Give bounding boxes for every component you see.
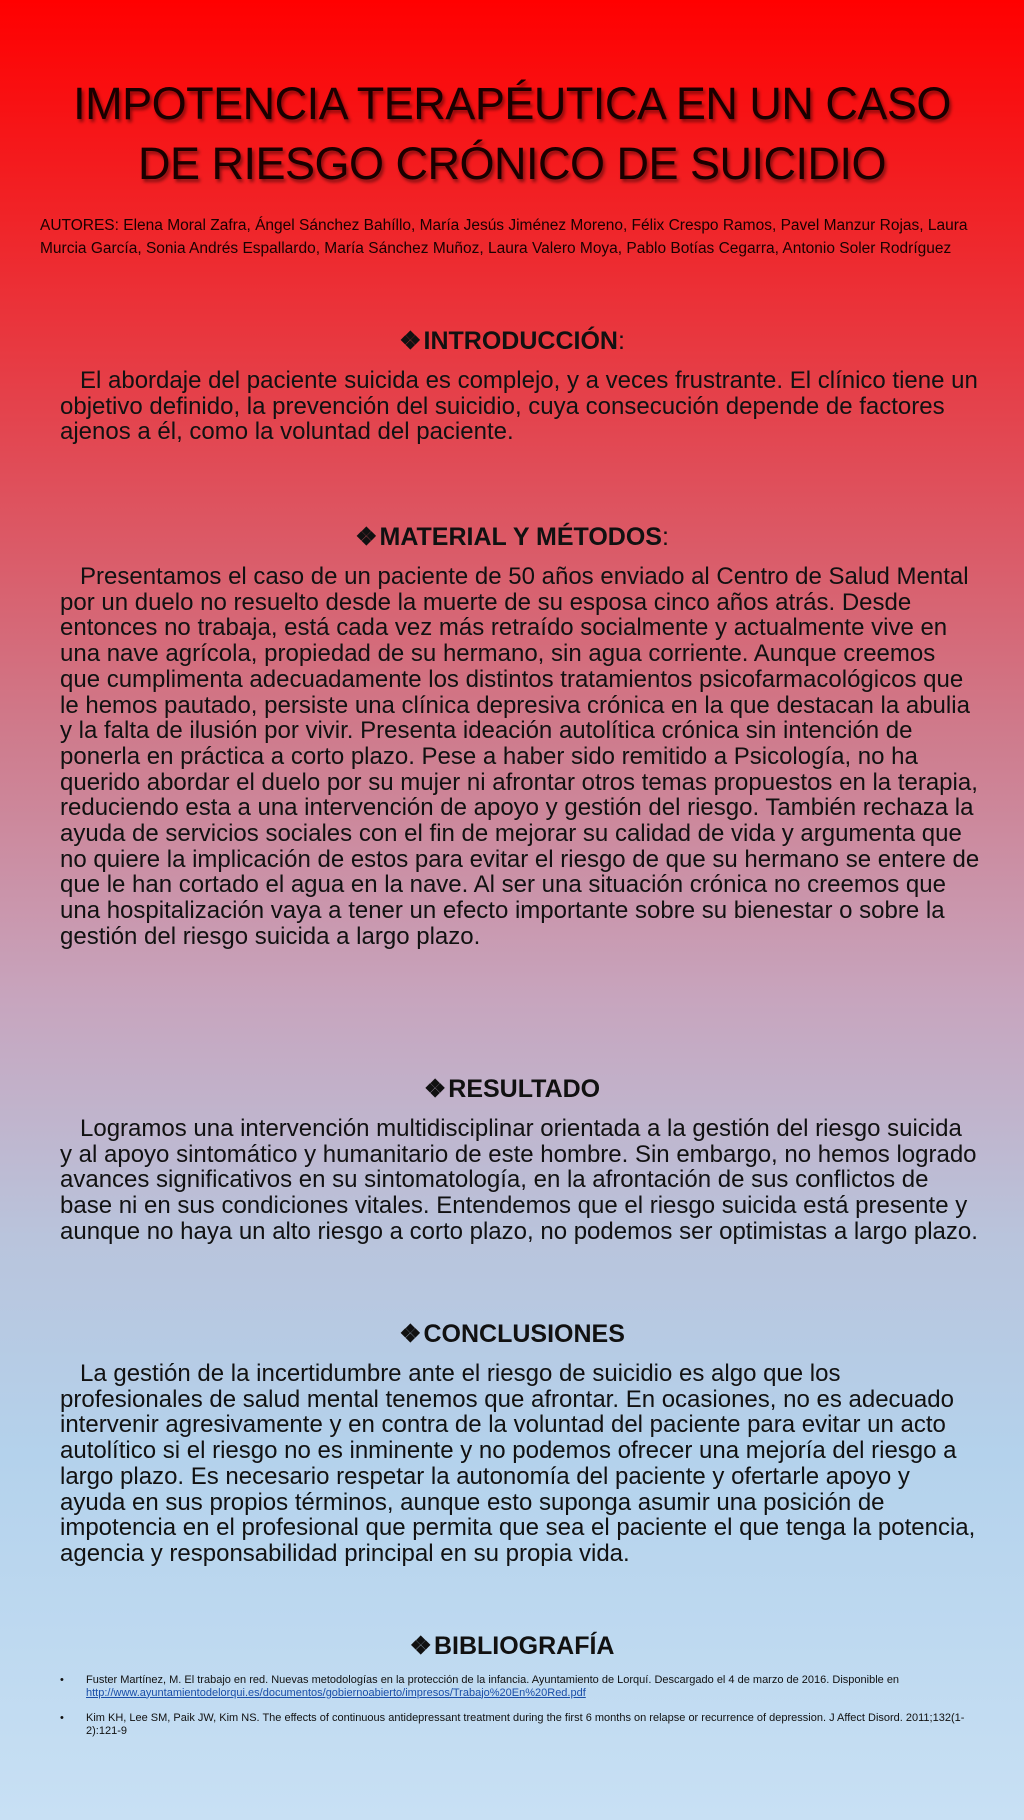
heading-introduccion xyxy=(0,325,1024,357)
heading-colon: : xyxy=(617,327,625,355)
heading-conclusiones xyxy=(0,1318,1024,1350)
bibliography-list xyxy=(60,1674,980,1750)
diamond-bullet-icon: ❖ xyxy=(409,1632,432,1660)
bibliography-item xyxy=(60,1712,980,1737)
diamond-bullet-icon: ❖ xyxy=(355,523,378,551)
title-line-2: DE RIESGO CRÓNICO DE SUICIDIO xyxy=(137,138,887,189)
reference-text: Kim KH, Lee SM, Paik JW, Kim NS. The effects of continuous antidepressant treatment during the first 6 months on relapse or recurrence of depression. J Affect Disord. 2011;132(1-2):121-9 xyxy=(86,1712,965,1737)
authors-list: AUTORES: Elena Moral Zafra, Ángel Sánchez Bahíllo, María Jesús Jiménez Moreno, Félix Crespo Ramos, Pavel Manzur Rojas, Laura Murcia García, Sonia Andrés Espallardo, María Sánchez Muñoz, Laura Valero Moya, Pablo Botías Cegarra, Antonio Soler Rodríguez xyxy=(40,217,968,257)
heading-introduccion-label: INTRODUCCIÓN xyxy=(423,327,618,355)
reference-text: Fuster Martínez, M. El trabajo en red. Nuevas metodologías en la protección de la infancia. Ayuntamiento de Lorquí. Descargado el 4 de marzo de 2016. Disponible en xyxy=(86,1674,900,1686)
body-conclusiones: La gestión de la incertidumbre ante el riesgo de suicidio es algo que los profesionales de salud mental tenemos que afrontar. En ocasiones, no es adecuado intervenir agresivamente y en contra de la voluntad del paciente para evitar un acto autolítico si el riesgo no es inminente y no podemos ofrecer una mejoría del riesgo a largo plazo. Es necesario respetar la autonomía del paciente y ofertarle apoyo y ayuda en sus propios términos, aunque esto suponga asumir una posición de impotencia en el profesional que permita que sea el paciente el que tenga la potencia, agencia y responsabilidad principal en su propia vida. xyxy=(60,1360,976,1567)
heading-material-metodos xyxy=(0,521,1024,553)
poster-title xyxy=(40,74,984,194)
heading-bibliografia-label: BIBLIOGRAFÍA xyxy=(433,1632,615,1660)
heading-bibliografia xyxy=(0,1630,1024,1662)
body-resultado: Logramos una intervención multidisciplinar orientada a la gestión del riesgo suicida y al apoyo sintomático y humanitario de este hombre. Sin embargo, no hemos logrado avances significativos en su sintomatología, en la afrontación de sus conflictos de base ni en sus condiciones vitales. Entendemos que el riesgo suicida está presente y aunque no haya un alto riesgo a corto plazo, no podemos ser optimistas a largo plazo. xyxy=(60,1115,978,1245)
body-material-metodos: Presentamos el caso de un paciente de 50 años enviado al Centro de Salud Mental por un duelo no resuelto desde la muerte de su esposa cinco años atrás. Desde entonces no trabaja, está cada vez más retraído socialmente y actualmente vive en una nave agrícola, propiedad de su hermano, sin agua corriente. Aunque creemos que cumplimenta adecuadamente los distintos tratamientos psicofarmacológicos que le hemos pautado, persiste una clínica depresiva crónica en la que destacan la abulia y la falta de ilusión por vivir. Presenta ideación autolítica crónica sin intención de ponerla en práctica a corto plazo. Pese a haber sido remitido a Psicología, no ha querido abordar el duelo por su mujer ni afrontar otros temas propuestos en la terapia, reduciendo esta a una intervención de apoyo y gestión del riesgo. También rechaza la ayuda de servicios sociales con el fin de mejorar su calidad de vida y argumenta que no quiere la implicación de estos para evitar el riesgo de que su hermano se entere de que le han cortado el agua en la nave. Al ser una situación crónica no creemos que una hospitalización vaya a tener un efecto importante sobre su bienestar o sobre la gestión del riesgo suicida a largo plazo. xyxy=(60,563,980,950)
bibliography-item xyxy=(60,1674,980,1699)
title-line-1: IMPOTENCIA TERAPÉUTICA EN UN CASO xyxy=(73,78,951,129)
diamond-bullet-icon: ❖ xyxy=(399,1320,422,1348)
heading-material-label: MATERIAL Y MÉTODOS xyxy=(379,523,662,551)
reference-link[interactable]: http://www.ayuntamientodelorqui.es/documentos/gobiernoabierto/impresos/Trabajo%20En%20Red.pdf xyxy=(86,1686,586,1699)
heading-colon: : xyxy=(661,523,669,551)
body-introduccion: El abordaje del paciente suicida es complejo, y a veces frustrante. El clínico tiene un objetivo definido, la prevención del suicidio, cuya consecución depende de factores ajenos a él, como la voluntad del paciente. xyxy=(60,367,978,446)
heading-resultado xyxy=(0,1073,1024,1105)
diamond-bullet-icon: ❖ xyxy=(423,1075,447,1103)
heading-conclusiones-label: CONCLUSIONES xyxy=(423,1320,625,1348)
heading-resultado-label: RESULTADO xyxy=(448,1075,601,1103)
diamond-bullet-icon: ❖ xyxy=(399,327,422,355)
